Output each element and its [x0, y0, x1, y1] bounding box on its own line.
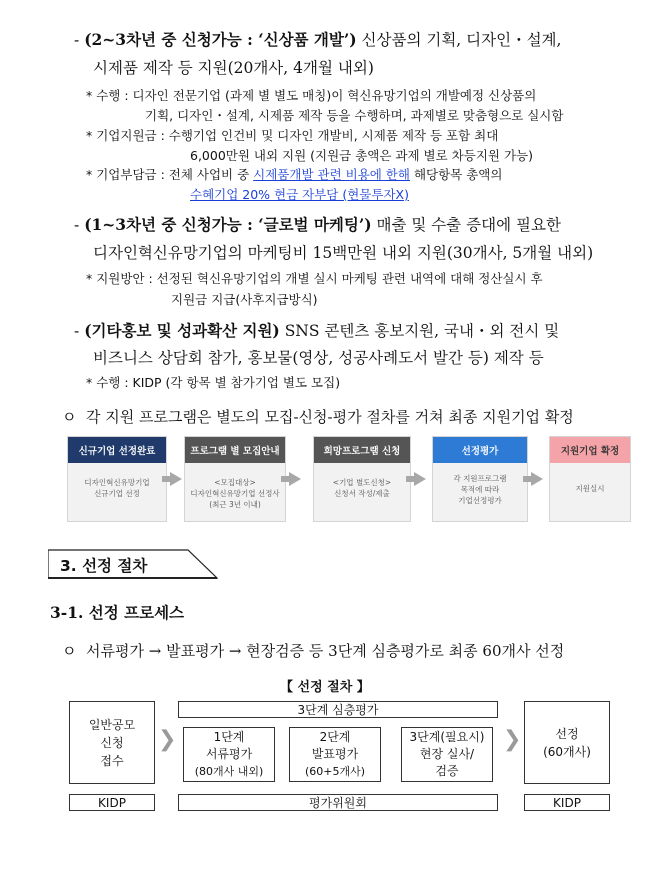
item1-bullet-support: * 기업지원금 : 수행기업 인건비 및 디자인 개발비, 시제품 제작 등 포함 최대	[86, 128, 499, 143]
flow-step-1-line: 디자인혁신유망기업	[84, 478, 150, 487]
process-step-3-text	[410, 729, 485, 780]
flow-arrow-icon	[414, 472, 426, 486]
flow-step-1-head: 신규기업 선정완료	[68, 437, 166, 463]
flow-step-5-head: 지원기업 확정	[550, 437, 630, 463]
flow-step-3-line: <기업 별도신청>	[332, 478, 392, 487]
owner-right: KIDP	[524, 794, 610, 811]
item1-bullet-perform: * 수행 : 디자인 전문기업 (과제 별 별도 매칭)이 혁신유망기업의 개발예정 신상품의	[86, 88, 537, 103]
process-end-box	[524, 701, 610, 784]
process-end-text	[543, 725, 591, 761]
process-step-1-line: 1단계	[213, 730, 245, 744]
process-start-line: 접수	[100, 753, 124, 768]
item3-desc-1: SNS 콘텐츠 홍보지원, 국내・외 전시 및	[284, 322, 560, 340]
flow-step-2-line: <모집대상>	[214, 478, 256, 487]
sub-section-title: 3-1. 선정 프로세스	[50, 603, 185, 622]
process-step-3	[401, 727, 493, 782]
sub-section-desc-text: 서류평가 → 발표평가 → 현장검증 등 3단계 심층평가로 최종 60개사 선정	[86, 642, 565, 660]
item3-bullet-perform: * 수행 : KIDP (각 항목 별 참가기업 별도 모집)	[86, 375, 341, 390]
item2-desc-1: 매출 및 수출 증대에 필요한	[376, 216, 561, 234]
flow-step-1-line: 신규기업 선정	[94, 489, 140, 498]
flow-step-2	[184, 436, 286, 522]
item2-desc-2: 디자인혁신유망기업의 마케팅비 15백만원 내외 지원(30개사, 5개월 내외)	[93, 244, 594, 262]
item1-title: (2~3차년 중 신청가능 : ‘신상품 개발’)	[84, 30, 357, 49]
item3-title: (기타홍보 및 성과확산 지원)	[84, 321, 280, 340]
process-step-1-line: (80개사 내외)	[194, 765, 264, 778]
process-step-1-text	[195, 729, 264, 780]
burden-highlight: 시제품개발 관련 비용에 한해	[253, 167, 410, 182]
flow-step-3	[313, 436, 411, 522]
process-start-line: 일반공모	[88, 717, 136, 732]
item1-bullet-burden-cont: 수혜기업 20% 현금 자부담 (현물투자X)	[190, 187, 409, 202]
item1-desc-2: 시제품 제작 등 지원(20개사, 4개월 내외)	[93, 59, 374, 77]
item2-bullet-method-cont: 지원금 지급(사후지급방식)	[171, 292, 318, 307]
process-step-2	[289, 727, 381, 782]
process-step-3-line: 검증	[435, 764, 459, 778]
item3-desc-2: 비즈니스 상담회 참가, 홍보물(영상, 성공사례도서 발간 등) 제작 등	[93, 349, 544, 367]
flow-arrow-icon	[289, 472, 301, 486]
flow-step-3-line: 신청서 작성/제출	[334, 489, 390, 498]
process-start-box	[69, 701, 155, 784]
flow-step-4-line: 목적에 따라	[460, 485, 500, 494]
process-step-2-line: 2단계	[319, 730, 351, 744]
flow-arrow-icon	[170, 472, 182, 486]
flow-step-3-body	[314, 463, 410, 499]
dash: -	[74, 216, 80, 234]
process-step-1	[183, 727, 275, 782]
burden-post: 해당항목 총액의	[409, 167, 503, 182]
item2-heading	[74, 213, 561, 235]
diagram-caption: 【 선정 절차 】	[280, 680, 370, 695]
circle-bullet: ㅇ	[62, 408, 77, 426]
process-end-line: 선정	[555, 726, 579, 741]
owner-left: KIDP	[69, 794, 155, 811]
flow-step-5-line: 지원실시	[575, 484, 605, 493]
item1-bullet-perform-cont: 기획, 디자인・설계, 시제품 제작 등을 수행하며, 과제별로 맞춤형으로 실시함	[145, 108, 564, 123]
flow-step-4	[432, 436, 528, 522]
process-step-2-line: 발표평가	[311, 747, 359, 761]
circle-bullet: ㅇ	[62, 642, 77, 660]
program-note-text: 각 지원 프로그램은 별도의 모집-신청-평가 절차를 거쳐 최종 지원기업 확정	[86, 408, 574, 426]
flow-step-2-body	[185, 463, 285, 510]
flow-step-4-body	[433, 463, 527, 506]
item1-bullet-burden	[86, 165, 502, 183]
flow-step-1-body	[68, 463, 166, 499]
process-eval-header: 3단계 심층평가	[178, 701, 498, 718]
process-start-text	[89, 716, 135, 770]
flow-step-2-line: 디자인혁신유망기업 선정사	[190, 489, 280, 498]
chevron-right-icon: ❯	[503, 727, 522, 752]
dash: -	[74, 31, 80, 49]
flow-step-4-line: 각 지원프로그램	[453, 474, 507, 483]
flow-arrow-icon	[531, 472, 543, 486]
flow-step-5	[549, 436, 631, 522]
chevron-right-icon: ❯	[158, 727, 177, 752]
flow-step-3-head: 희망프로그램 신청	[314, 437, 410, 463]
item1-heading	[74, 28, 561, 50]
item1-bullet-support-cont: 6,000만원 내외 지원 (지원금 총액은 과제 별로 차등지원 가능)	[190, 148, 533, 163]
owner-middle: 평가위원회	[178, 794, 498, 811]
process-step-3-line: 현장 실사/	[419, 747, 475, 761]
flow-step-4-line: 기업선정평가	[458, 496, 502, 505]
program-note	[62, 406, 574, 427]
item2-bullet-method: * 지원방안 : 선정된 혁신유망기업의 개별 실시 마케팅 관련 내역에 대해 정산실시 후	[86, 271, 543, 286]
flow-step-4-head: 선정평가	[433, 437, 527, 463]
flow-step-2-head: 프로그램 별 모집안내	[185, 437, 285, 463]
item3-heading	[74, 319, 559, 341]
section-title-tab	[48, 549, 218, 579]
section-title: 3. 선정 절차	[60, 557, 148, 575]
item2-title: (1~3차년 중 신청가능 : ‘글로벌 마케팅’)	[84, 215, 372, 234]
dash: -	[74, 322, 80, 340]
flow-step-1	[67, 436, 167, 522]
process-step-2-line: (60+5개사)	[304, 765, 366, 778]
process-end-line: (60개사)	[543, 744, 591, 759]
sub-section-desc	[62, 640, 564, 661]
process-step-2-text	[305, 729, 365, 780]
item1-desc-1: 신상품의 기획, 디자인・설계,	[361, 31, 562, 49]
burden-pre: * 기업부담금 : 전체 사업비 중	[86, 167, 254, 182]
process-step-3-line: 3단계(필요시)	[409, 730, 485, 744]
process-start-line: 신청	[100, 735, 124, 750]
process-step-1-line: 서류평가	[205, 747, 253, 761]
flow-step-5-body	[550, 463, 630, 494]
flow-step-2-line: (최근 3년 이내)	[209, 500, 261, 509]
